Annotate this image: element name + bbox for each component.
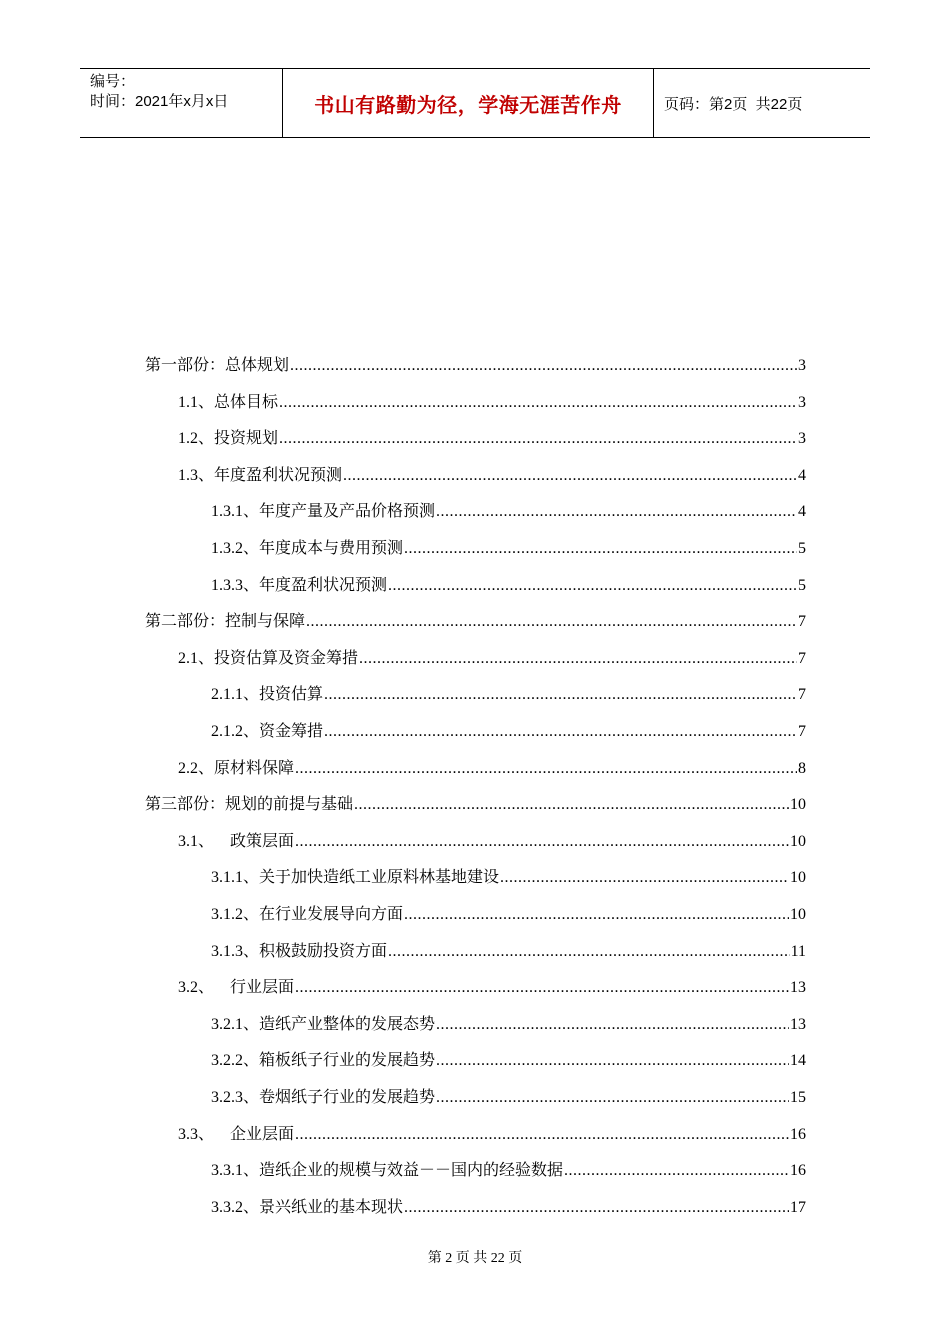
toc-entry[interactable] — [211, 901, 806, 925]
toc-entry[interactable] — [178, 974, 806, 998]
header-meta — [80, 69, 282, 137]
time-label: 时间：2021年x月x日 — [90, 93, 229, 110]
toc-leader-dots — [404, 1199, 789, 1217]
toc-entry-title: 3.1.2、在行业发展导向方面 — [211, 906, 404, 923]
toc-entry-title: 1.2、投资规划 — [178, 430, 279, 448]
toc-entry-title: 3.2.1、造纸产业整体的发展态势 — [211, 1015, 436, 1033]
toc-leader-dots — [436, 1016, 789, 1034]
toc-entry-page: 10 — [790, 832, 806, 850]
toc-entry-title: 第一部份：总体规划 — [145, 357, 290, 374]
toc-leader-dots — [279, 430, 797, 448]
toc-entry[interactable] — [211, 572, 806, 596]
toc-entry[interactable] — [211, 498, 806, 522]
toc-entry-page: 13 — [790, 979, 806, 997]
toc-entry[interactable] — [178, 389, 806, 413]
toc-entry-page: 3 — [798, 357, 806, 374]
toc-entry-page: 4 — [798, 503, 806, 521]
toc-entry-page: 4 — [798, 466, 806, 484]
toc-entry-page: 3 — [798, 393, 806, 411]
toc-entry-title: 2.1.1、投资估算 — [211, 686, 324, 704]
toc-leader-dots — [564, 1162, 789, 1180]
toc-entry[interactable] — [211, 938, 806, 962]
toc-leader-dots — [295, 1126, 789, 1144]
toc-entry[interactable] — [178, 425, 806, 449]
toc-entry-page: 16 — [790, 1162, 806, 1180]
document-header — [80, 68, 870, 138]
toc-entry-page: 16 — [790, 1125, 806, 1143]
toc-entry-title: 3.3、 企业层面 — [178, 1125, 295, 1143]
toc-entry-title: 3.2、 行业层面 — [178, 979, 295, 997]
toc-entry[interactable] — [211, 1047, 806, 1071]
toc-entry[interactable] — [178, 462, 806, 486]
toc-entry-title: 3.3.1、造纸企业的规模与效益－－国内的经验数据 — [211, 1162, 564, 1180]
toc-entry-page: 7 — [798, 613, 806, 631]
toc-entry-page: 3 — [798, 430, 806, 448]
toc-entry-page: 10 — [790, 869, 806, 887]
toc-entry-page: 5 — [798, 576, 806, 594]
toc-leader-dots — [388, 943, 790, 961]
toc-entry-title: 2.1、投资估算及资金筹措 — [178, 649, 359, 667]
toc-entry[interactable] — [145, 608, 806, 632]
toc-entry[interactable] — [178, 755, 806, 779]
toc-entry-title: 3.1、 政策层面 — [178, 832, 295, 850]
toc-leader-dots — [359, 650, 797, 668]
toc-entry-title: 3.2.2、箱板纸子行业的发展趋势 — [211, 1052, 436, 1070]
toc-entry-title: 1.3.1、年度产量及产品价格预测 — [211, 503, 436, 521]
toc-leader-dots — [500, 869, 789, 887]
toc-entry-title: 1.3.2、年度成本与费用预测 — [211, 540, 404, 557]
toc-leader-dots — [436, 1052, 789, 1070]
number-label: 编号： — [90, 73, 136, 90]
header-page-info — [654, 69, 870, 137]
toc-entry-page: 7 — [798, 723, 806, 740]
toc-leader-dots — [436, 503, 797, 521]
toc-entry-page: 8 — [798, 759, 806, 777]
toc-entry-title: 1.1、总体目标 — [178, 393, 279, 411]
toc-leader-dots — [295, 979, 789, 997]
toc-entry-page: 7 — [798, 649, 806, 667]
toc-leader-dots — [404, 906, 789, 924]
toc-leader-dots — [295, 760, 797, 778]
toc-entry-title: 第二部份：控制与保障 — [145, 613, 306, 631]
toc-entry[interactable] — [178, 1121, 806, 1145]
toc-leader-dots — [290, 357, 797, 375]
toc-leader-dots — [279, 394, 797, 412]
toc-entry[interactable] — [211, 1084, 806, 1108]
page-footer — [0, 1247, 950, 1267]
toc-leader-dots — [343, 467, 797, 485]
toc-entry[interactable] — [211, 681, 806, 705]
toc-entry[interactable] — [211, 864, 806, 888]
toc-entry-page: 10 — [790, 906, 806, 923]
toc-entry[interactable] — [211, 718, 806, 742]
toc-entry-page: 17 — [790, 1198, 806, 1216]
toc-entry-title: 2.2、原材料保障 — [178, 759, 295, 777]
toc-entry-title: 1.3、年度盈利状况预测 — [178, 466, 343, 484]
footer-page-number: 第 2 页 共 22 页 — [427, 1251, 523, 1266]
toc-entry-title: 3.1.3、积极鼓励投资方面 — [211, 942, 388, 960]
toc-entry-page: 11 — [790, 942, 806, 960]
toc-entry[interactable] — [178, 645, 806, 669]
toc-entry[interactable] — [145, 352, 806, 376]
toc-entry-page: 15 — [790, 1089, 806, 1106]
toc-entry[interactable] — [211, 535, 806, 559]
toc-entry-title: 2.1.2、资金筹措 — [211, 723, 324, 740]
toc-leader-dots — [436, 1089, 789, 1107]
toc-entry-title: 3.3.2、景兴纸业的基本现状 — [211, 1198, 404, 1216]
toc-leader-dots — [295, 833, 789, 851]
toc-entry-page: 14 — [790, 1052, 806, 1070]
toc-leader-dots — [354, 796, 789, 814]
toc-entry[interactable] — [211, 1011, 806, 1035]
toc-entry-page: 13 — [790, 1015, 806, 1033]
toc-entry[interactable] — [211, 1157, 806, 1181]
toc-leader-dots — [324, 686, 797, 704]
toc-entry[interactable] — [145, 791, 806, 815]
toc-leader-dots — [388, 577, 797, 595]
toc-entry-title: 3.1.1、关于加快造纸工业原料林基地建设 — [211, 869, 500, 887]
toc-leader-dots — [324, 723, 797, 741]
page-info-text: 页码：第2页 共22页 — [664, 95, 803, 113]
toc-entry-page: 10 — [790, 796, 806, 814]
toc-entry[interactable] — [211, 1194, 806, 1218]
toc-entry-page: 7 — [798, 686, 806, 704]
toc-entry-title: 3.2.3、卷烟纸子行业的发展趋势 — [211, 1089, 436, 1106]
toc-entry[interactable] — [178, 828, 806, 852]
toc-leader-dots — [404, 540, 797, 558]
toc-leader-dots — [306, 613, 797, 631]
toc-entry-title: 1.3.3、年度盈利状况预测 — [211, 576, 388, 594]
toc-entry-title: 第三部份：规划的前提与基础 — [145, 796, 354, 814]
toc-entry-page: 5 — [798, 540, 806, 557]
header-motto: 书山有路勤为径，学海无涯苦作舟 — [282, 69, 654, 137]
